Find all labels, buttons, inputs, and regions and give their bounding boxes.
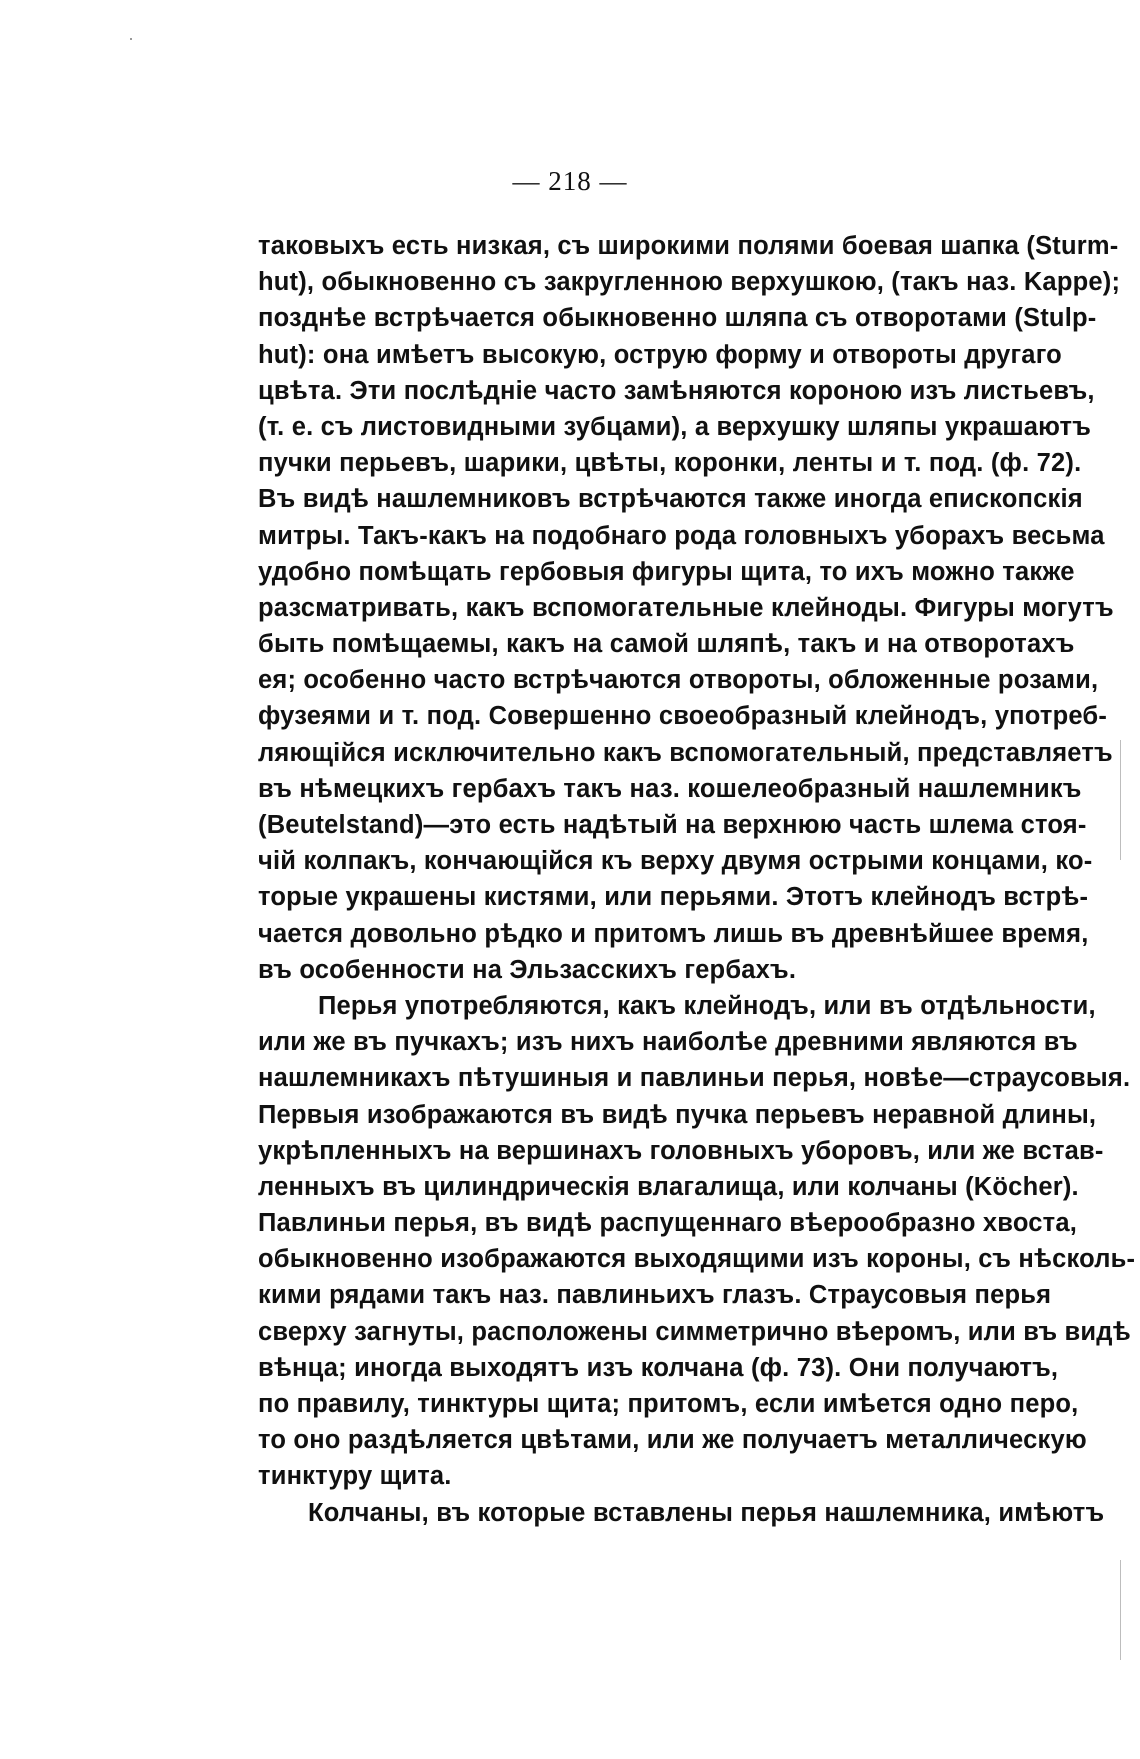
text-line: hut), обыкновенно съ закругленною верхушкою, (такъ наз. Kappe);	[258, 268, 1121, 297]
text-line: торые украшены кистями, или перьями. Этотъ клейнодъ встрѣ-	[258, 883, 1089, 912]
text-line: чается довольно рѣдко и притомъ лишь въ древнѣйшее время,	[258, 919, 1089, 948]
text-line: по правилу, тинктуры щита; притомъ, если имѣется одно перо,	[258, 1390, 1079, 1418]
text-line: митры. Такъ-какъ на подобнаго рода головныхъ уборахъ весьма	[258, 521, 1105, 550]
text-line: разсматривать, какъ вспомогательные клейноды. Фигуры могутъ	[258, 593, 1114, 622]
text-line: удобно помѣщать гербовыя фигуры щита, то ихъ можно также	[258, 557, 1075, 586]
body-text	[258, 228, 1136, 1531]
text-line: hut): она имѣетъ высокую, острую форму и отвороты другаго	[258, 340, 1062, 369]
text-line: то оно раздѣляется цвѣтами, или же получаетъ металлическую	[258, 1426, 1087, 1455]
text-line: ленныхъ въ цилиндрическія влагалища, или колчаны (Köcher).	[258, 1172, 1079, 1201]
text-line: Павлиньи перья, въ видѣ распущеннаго вѣерообразно хвоста,	[258, 1209, 1078, 1238]
text-line: или же въ пучкахъ; изъ нихъ наиболѣе древними являются въ	[258, 1028, 1078, 1057]
scan-edge-mark	[1120, 740, 1121, 860]
text-line: Первыя изображаются въ видѣ пучка перьевъ неравной длины,	[258, 1100, 1097, 1129]
text-line: Колчаны, въ которые вставлены перья нашлемника, имѣютъ	[308, 1498, 1105, 1527]
text-line: таковыхъ есть низкая, съ широкими полями боевая шапка (Sturm-	[258, 232, 1119, 260]
page-number: — 218 —	[512, 166, 628, 196]
text-line: ея; особенно часто встрѣчаются отвороты, обложенные розами,	[258, 666, 1099, 695]
text-line: въ особенности на Эльзасскихъ гербахъ.	[258, 955, 797, 984]
scan-edge-mark	[1120, 1560, 1121, 1660]
text-line: въ нѣмецкихъ гербахъ такъ наз. кошелеобразный нашлемникъ	[258, 774, 1082, 803]
text-line: (Beutelstand)—это есть надѣтый на верхнюю часть шлема стоя-	[258, 811, 1087, 839]
text-line: ляющійся исключительно какъ вспомогательный, представляетъ	[258, 738, 1113, 767]
text-line: нашлемникахъ пѣтушиныя и павлиньи перья, новѣе—страусовыя.	[258, 1064, 1131, 1093]
scan-speck	[130, 38, 132, 40]
text-line: вѣнца; иногда выходятъ изъ колчана (ф. 73). Они получаютъ,	[258, 1353, 1059, 1382]
text-line: обыкновенно изображаются выходящими изъ короны, съ нѣсколь-	[258, 1245, 1136, 1274]
text-line: Въ видѣ нашлемниковъ встрѣчаются также иногда епископскія	[258, 485, 1083, 514]
text-line: (т. е. съ листовидными зубцами), а верхушку шляпы украшаютъ	[258, 412, 1091, 441]
text-line: укрѣпленныхъ на вершинахъ головныхъ уборовъ, или же встав-	[258, 1136, 1104, 1165]
text-line: быть помѣщаемы, какъ на самой шляпѣ, такъ и на отворотахъ	[258, 630, 1075, 659]
text-line: чій колпакъ, кончающійся къ верху двумя острыми концами, ко-	[258, 847, 1093, 876]
text-line: цвѣта. Эти послѣдніе часто замѣняются короною изъ листьевъ,	[258, 376, 1095, 405]
text-line: Перья употребляются, какъ клейнодъ, или въ отдѣльности,	[318, 991, 1096, 1020]
text-line: сверху загнуты, расположены симметрично вѣеромъ, или въ видѣ	[258, 1317, 1131, 1346]
text-line: фузеями и т. под. Совершенно своеобразный клейнодъ, употреб-	[258, 702, 1108, 731]
text-line: позднѣе встрѣчается обыкновенно шляпа съ отворотами (Stulp-	[258, 304, 1097, 333]
text-line: кими рядами такъ наз. павлиньихъ глазъ. Страусовыя перья	[258, 1281, 1052, 1310]
text-line: пучки перьевъ, шарики, цвѣты, коронки, ленты и т. под. (ф. 72).	[258, 449, 1082, 478]
text-line: тинктуру щита.	[258, 1462, 452, 1491]
